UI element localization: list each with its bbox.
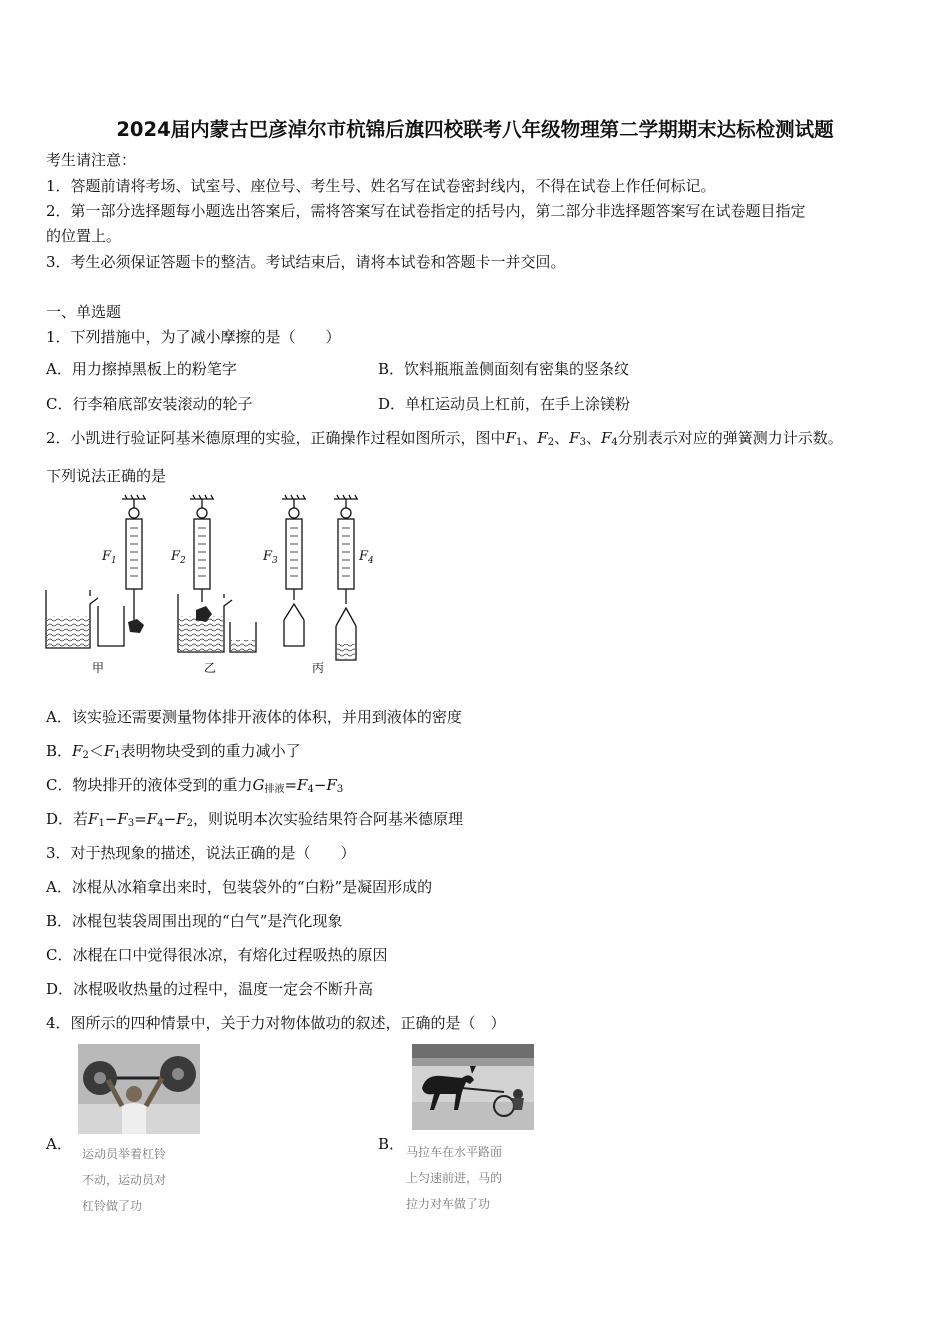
q3-option-a: A．冰棍从冰箱拿出来时，包装袋外的“白粉”是凝固形成的 [46,878,433,896]
fig-label-f4: $F_4$ [359,549,374,566]
q4-b-caption-line: 拉力对车做了功 [406,1197,491,1211]
page-title: 2024届内蒙古巴彦淖尔市杭锦后旗四校联考八年级物理第二学期期末达标检测试题 [116,118,834,141]
q1-option-b: B．饮料瓶瓶盖侧面刻有密集的竖条纹 [378,360,630,378]
q1-option-a: A．用力擦掉黑板上的粉笔字 [46,360,237,378]
q4-a-caption-line: 杠铃做了功 [82,1199,143,1213]
q2-stem: 2．小凯进行验证阿基米德原理的实验，正确操作过程如图所示，图中$F_1$、$F_2$、$F_3$、$F_4$分别表示对应的弹簧测力计示数。 [46,429,843,448]
q2-stem-line2: 下列说法正确的是 [46,467,167,485]
q4-option-a-label: A． [46,1135,72,1153]
archimedes-experiment-figure [40,492,380,678]
q4-a-caption-line: 不动，运动员对 [82,1173,167,1187]
fig-label-f2: $F_2$ [171,549,186,566]
weightlifter-photo [78,1044,200,1134]
q1-stem: 1．下列措施中，为了减小摩擦的是（ ） [46,328,341,346]
q4-stem: 4．图所示的四种情景中，关于力对物体做功的叙述，正确的是（ ） [46,1014,506,1032]
fig-label-f1: $F_1$ [102,549,117,566]
q1-option-d: D．单杠运动员上杠前，在手上涂镁粉 [378,395,631,413]
notice-item: 2．第一部分选择题每小题选出答案后，需将答案写在试卷指定的括号内，第二部分非选择题答案写在试卷题目指定 [46,202,806,220]
q4-option-b-label: B． [378,1135,405,1153]
notice-item: 3．考生必须保证答题卡的整洁。考试结束后，请将本试卷和答题卡一并交回。 [46,253,566,271]
q4-b-caption-line: 上匀速前进，马的 [406,1171,503,1185]
q4-a-caption-line: 运动员举着杠铃 [82,1147,167,1161]
notice-item: 1．答题前请将考场、试室号、座位号、考生号、姓名写在试卷密封线内，不得在试卷上作任何标记。 [46,177,716,195]
q3-option-b: B．冰棍包装袋周围出现的“白气”是汽化现象 [46,912,343,930]
notice-heading: 考生请注意： [46,151,137,169]
fig-label-f3: $F_3$ [263,549,278,566]
q4-b-caption-line: 马拉车在水平路面 [406,1145,503,1159]
q2-option-c: C．物块排开的液体受到的重力$G_{排液}=F_4-F_3$ [46,776,344,795]
q3-option-c: C．冰棍在口中觉得很冰凉，有熔化过程吸热的原因 [46,946,388,964]
notice-item: 的位置上。 [46,227,122,245]
fig-label-yi: 乙 [204,661,217,675]
fig-label-bing: 丙 [312,661,325,675]
fig-label-jia: 甲 [92,661,105,675]
horse-cart-photo [412,1044,534,1130]
q3-stem: 3．对于热现象的描述，说法正确的是（ ） [46,844,356,862]
section-heading: 一、单选题 [46,303,122,321]
q3-option-d: D．冰棍吸收热量的过程中，温度一定会不断升高 [46,980,374,998]
q2-option-a: A．该实验还需要测量物体排开液体的体积，并用到液体的密度 [46,708,462,726]
q1-option-c: C．行李箱底部安装滚动的轮子 [46,395,253,413]
q2-option-b: B．$F_2<F_1$表明物块受到的重力减小了 [46,742,301,761]
q2-option-d: D．若$F_1-F_3=F_4-F_2$，则说明本次实验结果符合阿基米德原理 [46,810,463,829]
